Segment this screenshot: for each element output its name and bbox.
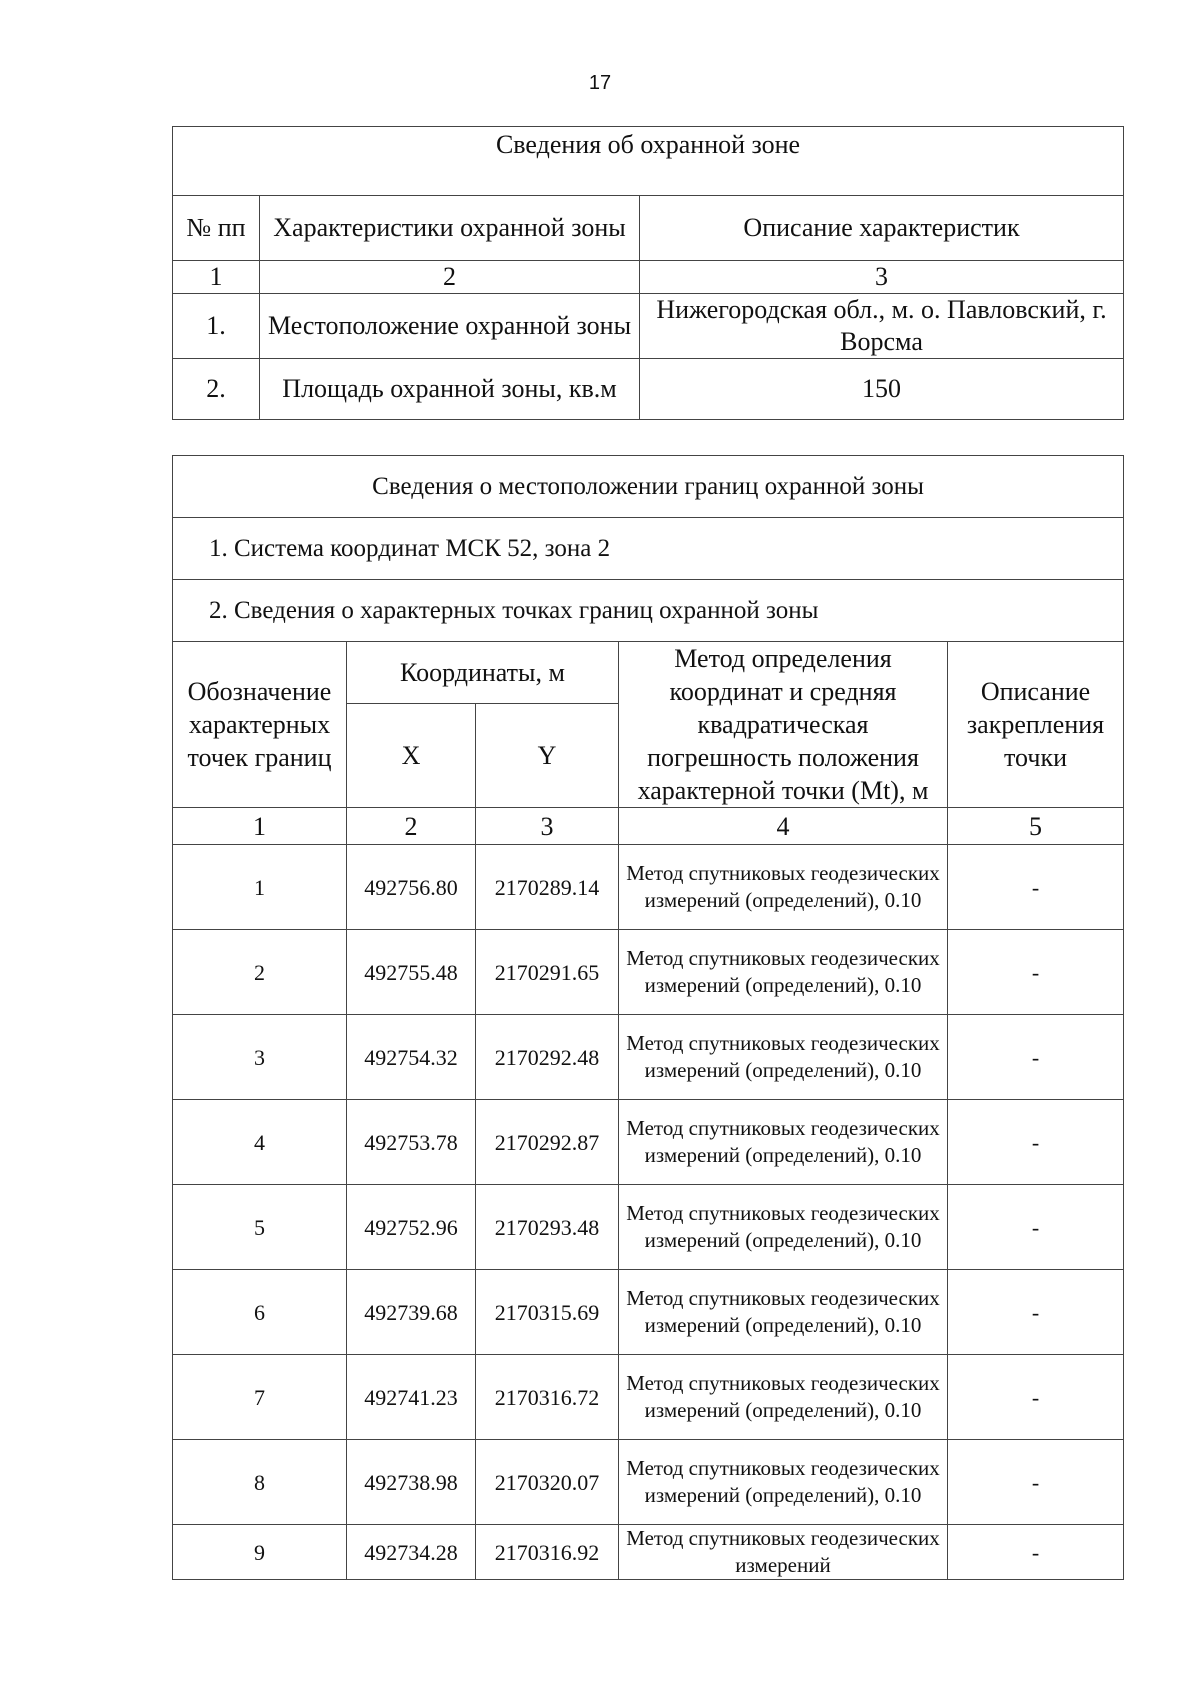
protection-zone-info-table bbox=[172, 126, 1124, 420]
characteristic-cell: Местоположение охранной зоны bbox=[260, 294, 640, 359]
y-coordinate-cell: 2170320.07 bbox=[476, 1440, 619, 1525]
y-coordinate-cell: 2170315.69 bbox=[476, 1270, 619, 1355]
column-number: 3 bbox=[476, 808, 619, 845]
method-cell: Метод спутниковых геодезических измерений (определений), 0.10 bbox=[619, 1355, 948, 1440]
column-header-x: X bbox=[347, 704, 476, 808]
characteristic-cell: Площадь охранной зоны, кв.м bbox=[260, 359, 640, 420]
coordinate-system: 1. Система координат МСК 52, зона 2 bbox=[173, 518, 1124, 580]
table-row bbox=[173, 294, 1124, 359]
column-header-point: Обозначение характерных точек границ bbox=[173, 642, 347, 808]
table-row bbox=[173, 1525, 1124, 1580]
description-cell: Нижегородская обл., м. о. Павловский, г. Ворсма bbox=[640, 294, 1124, 359]
method-cell: Метод спутниковых геодезических измерений (определений), 0.10 bbox=[619, 1015, 948, 1100]
fixing-cell: - bbox=[948, 1440, 1124, 1525]
method-cell: Метод спутниковых геодезических измерений (определений), 0.10 bbox=[619, 1100, 948, 1185]
point-id-cell: 2 bbox=[173, 930, 347, 1015]
column-number: 1 bbox=[173, 808, 347, 845]
column-number: 1 bbox=[173, 261, 260, 294]
method-cell: Метод спутниковых геодезических измерений (определений), 0.10 bbox=[619, 1270, 948, 1355]
x-coordinate-cell: 492739.68 bbox=[347, 1270, 476, 1355]
fixing-cell: - bbox=[948, 930, 1124, 1015]
table-row bbox=[173, 1015, 1124, 1100]
table-row bbox=[173, 359, 1124, 420]
fixing-cell: - bbox=[948, 1185, 1124, 1270]
table-row bbox=[173, 1440, 1124, 1525]
table-row bbox=[173, 1270, 1124, 1355]
table-title: Сведения об охранной зоне bbox=[173, 127, 1124, 196]
y-coordinate-cell: 2170316.92 bbox=[476, 1525, 619, 1580]
x-coordinate-cell: 492752.96 bbox=[347, 1185, 476, 1270]
table-row bbox=[173, 845, 1124, 930]
method-cell: Метод спутниковых геодезических измерений (определений), 0.10 bbox=[619, 930, 948, 1015]
fixing-cell: - bbox=[948, 1355, 1124, 1440]
y-coordinate-cell: 2170293.48 bbox=[476, 1185, 619, 1270]
x-coordinate-cell: 492755.48 bbox=[347, 930, 476, 1015]
column-header-method: Метод определения координат и средняя квадратическая погрешность положения характерной точки (Mt), м bbox=[619, 642, 948, 808]
point-id-cell: 3 bbox=[173, 1015, 347, 1100]
x-coordinate-cell: 492753.78 bbox=[347, 1100, 476, 1185]
column-number: 4 bbox=[619, 808, 948, 845]
fixing-cell: - bbox=[948, 1270, 1124, 1355]
fixing-cell: - bbox=[948, 1100, 1124, 1185]
fixing-cell: - bbox=[948, 1525, 1124, 1580]
column-number: 2 bbox=[260, 261, 640, 294]
point-id-cell: 4 bbox=[173, 1100, 347, 1185]
method-cell: Метод спутниковых геодезических измерений (определений), 0.10 bbox=[619, 845, 948, 930]
row-number: 1. bbox=[173, 294, 260, 359]
x-coordinate-cell: 492738.98 bbox=[347, 1440, 476, 1525]
column-header: Описание характеристик bbox=[640, 196, 1124, 261]
point-id-cell: 8 bbox=[173, 1440, 347, 1525]
column-number: 5 bbox=[948, 808, 1124, 845]
point-id-cell: 9 bbox=[173, 1525, 347, 1580]
point-id-cell: 1 bbox=[173, 845, 347, 930]
points-heading: 2. Сведения о характерных точках границ охранной зоны bbox=[173, 580, 1124, 642]
column-header-coordinates: Координаты, м bbox=[347, 642, 619, 704]
x-coordinate-cell: 492741.23 bbox=[347, 1355, 476, 1440]
row-number: 2. bbox=[173, 359, 260, 420]
method-cell: Метод спутниковых геодезических измерений bbox=[619, 1525, 948, 1580]
y-coordinate-cell: 2170289.14 bbox=[476, 845, 619, 930]
column-header-y: Y bbox=[476, 704, 619, 808]
point-id-cell: 5 bbox=[173, 1185, 347, 1270]
x-coordinate-cell: 492756.80 bbox=[347, 845, 476, 930]
column-number: 3 bbox=[640, 261, 1124, 294]
method-cell: Метод спутниковых геодезических измерений (определений), 0.10 bbox=[619, 1185, 948, 1270]
boundary-points-table bbox=[172, 455, 1124, 1580]
column-header: Характеристики охранной зоны bbox=[260, 196, 640, 261]
column-header-fixing: Описание закрепления точки bbox=[948, 642, 1124, 808]
description-cell: 150 bbox=[640, 359, 1124, 420]
point-id-cell: 6 bbox=[173, 1270, 347, 1355]
y-coordinate-cell: 2170291.65 bbox=[476, 930, 619, 1015]
method-cell: Метод спутниковых геодезических измерений (определений), 0.10 bbox=[619, 1440, 948, 1525]
table-row bbox=[173, 1185, 1124, 1270]
x-coordinate-cell: 492754.32 bbox=[347, 1015, 476, 1100]
table-row bbox=[173, 1355, 1124, 1440]
fixing-cell: - bbox=[948, 1015, 1124, 1100]
table-row bbox=[173, 930, 1124, 1015]
fixing-cell: - bbox=[948, 845, 1124, 930]
column-header: № пп bbox=[173, 196, 260, 261]
point-id-cell: 7 bbox=[173, 1355, 347, 1440]
y-coordinate-cell: 2170292.48 bbox=[476, 1015, 619, 1100]
table-row bbox=[173, 1100, 1124, 1185]
table-title: Сведения о местоположении границ охранной зоны bbox=[173, 456, 1124, 518]
y-coordinate-cell: 2170292.87 bbox=[476, 1100, 619, 1185]
column-number: 2 bbox=[347, 808, 476, 845]
x-coordinate-cell: 492734.28 bbox=[347, 1525, 476, 1580]
y-coordinate-cell: 2170316.72 bbox=[476, 1355, 619, 1440]
page-number: 17 bbox=[588, 72, 612, 94]
